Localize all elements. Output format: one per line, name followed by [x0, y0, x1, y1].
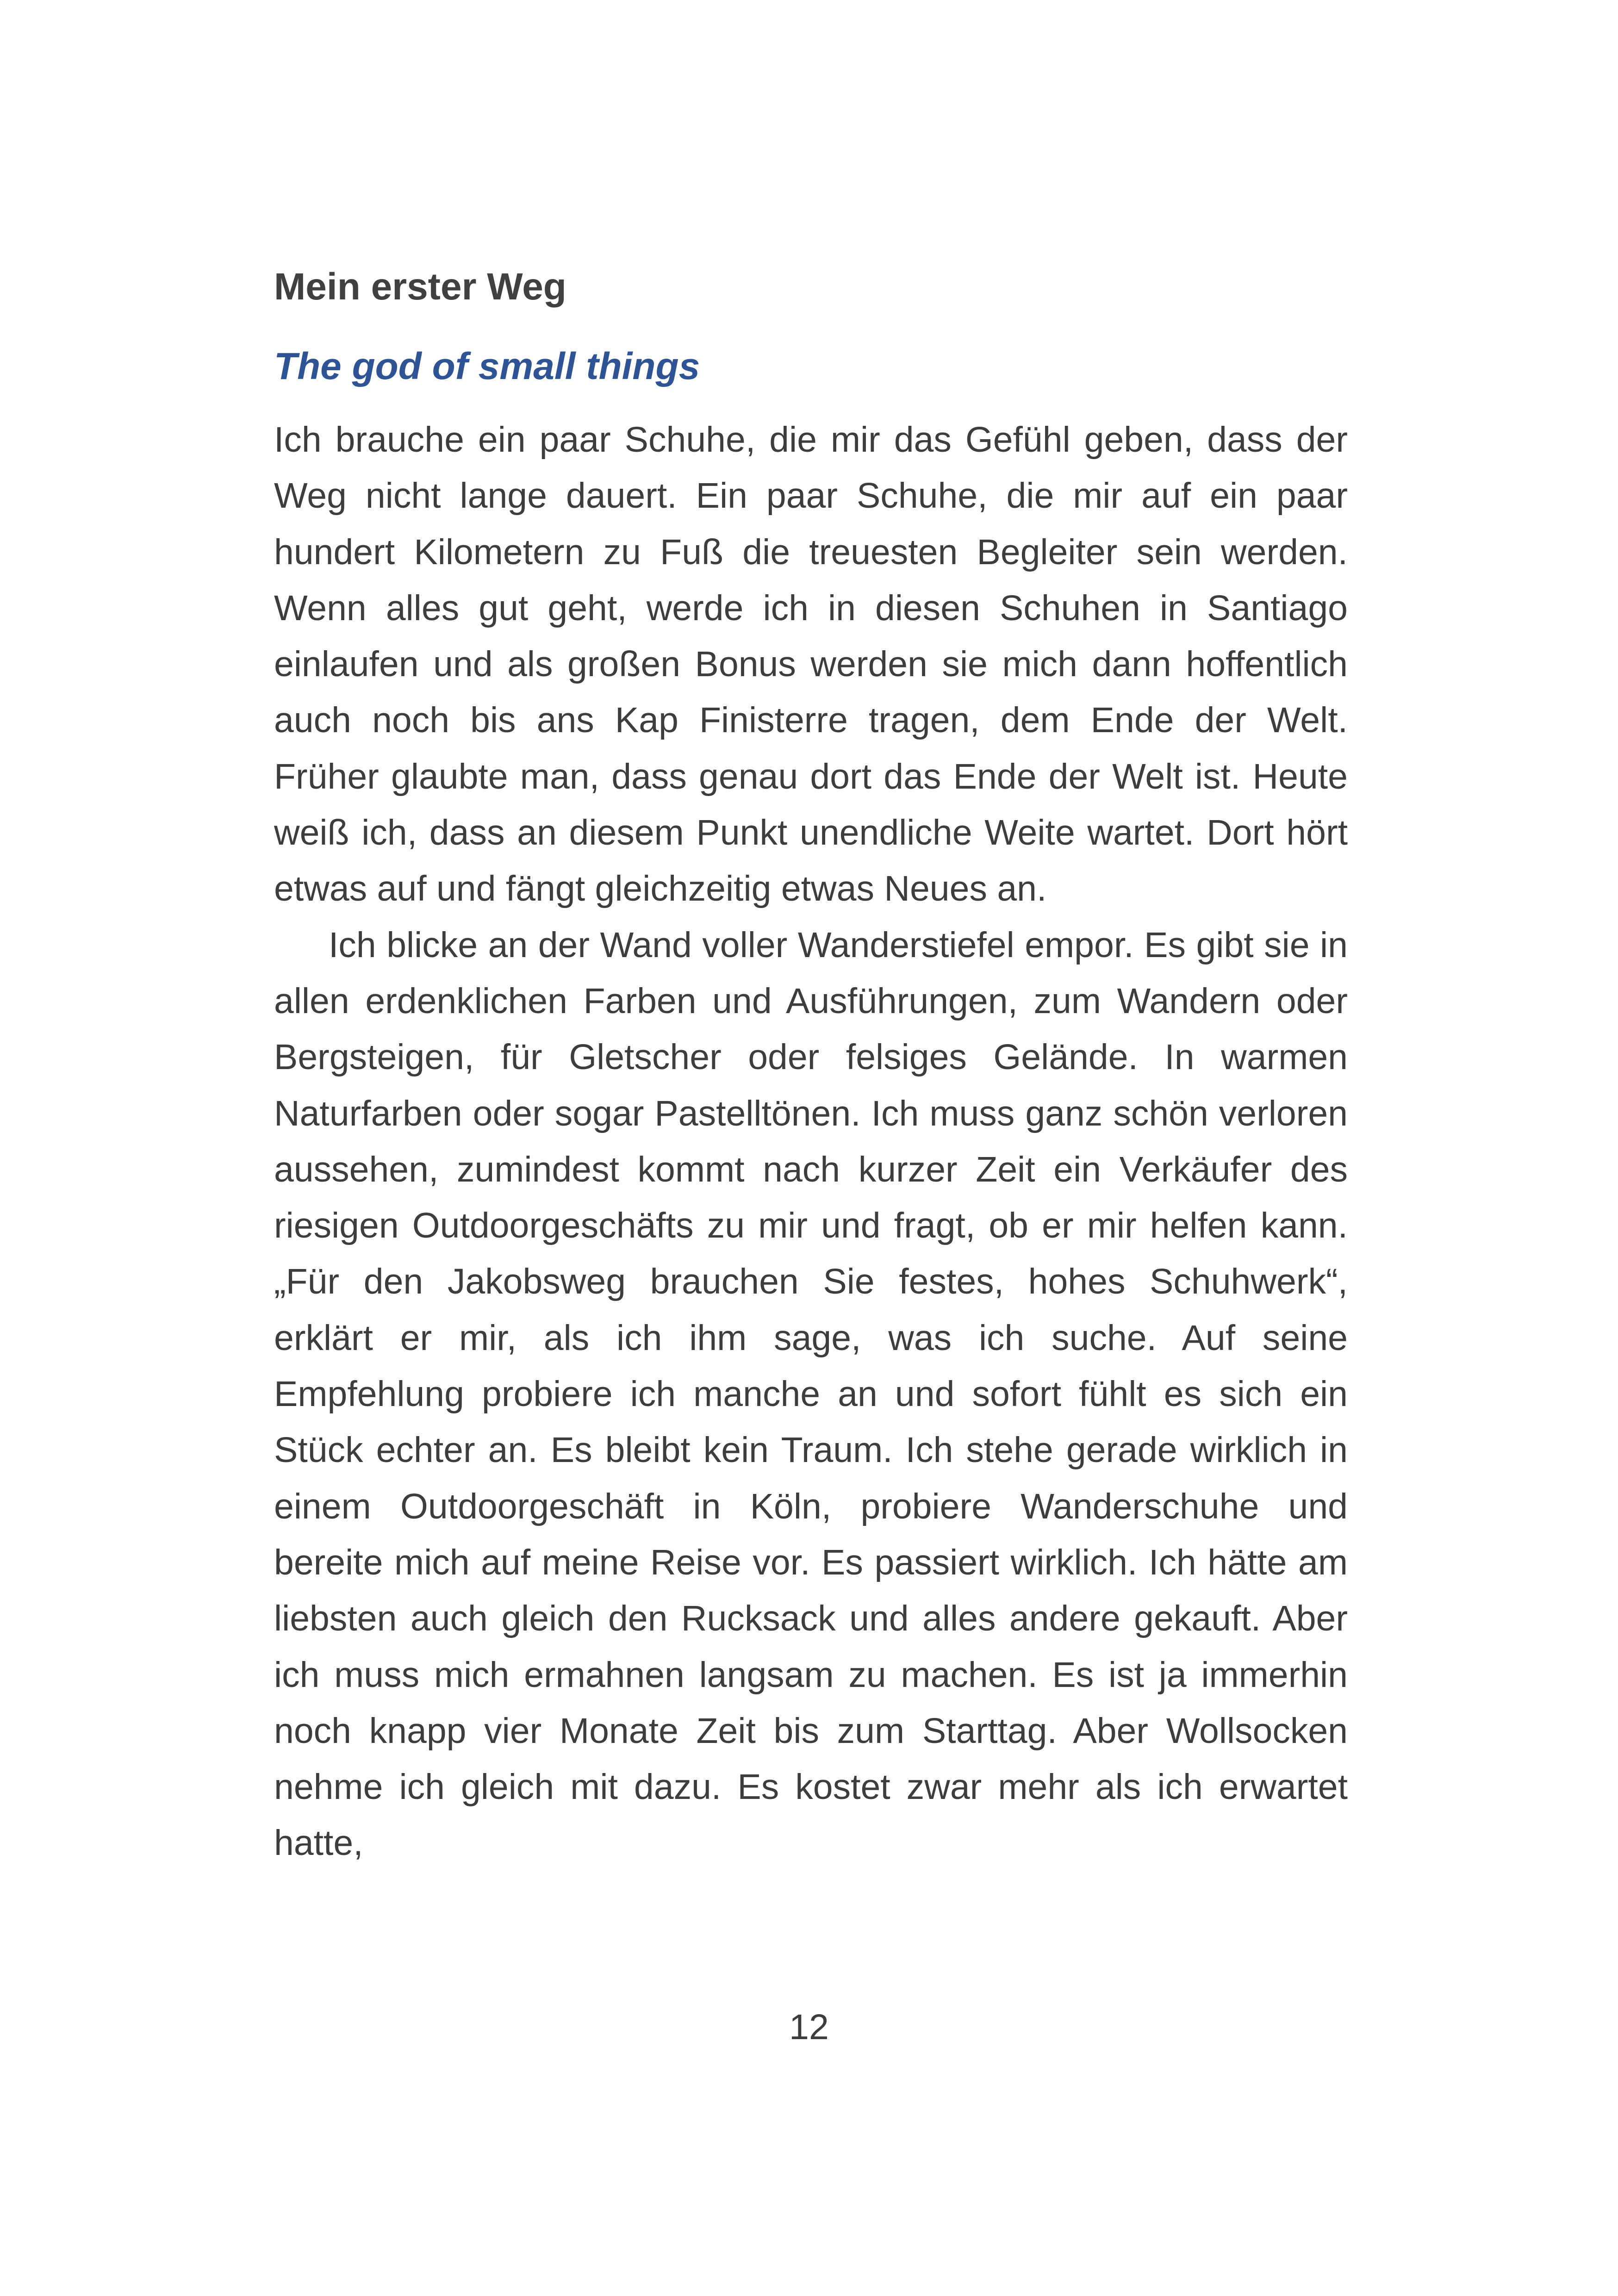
- page-number: 12: [789, 2007, 829, 2047]
- chapter-title: Mein erster Weg: [274, 266, 566, 308]
- paragraph-1: Ich brauche ein paar Schuhe, die mir das Gefühl geben, dass der Weg nicht lange dauert. Ein paar Schuhe, die mir auf ein paar hundert Kilometern zu Fuß die treuesten Begleiter sein werden. Wenn alles gut geht, werde ich in diesen Schuhen in Santiago einlaufen und als großen Bonus werden sie mich dann hoffentlich auch noch bis ans Kap Finisterre tragen, dem Ende der Welt. Früher glaubte man, dass genau dort das Ende der Welt ist. Heute weiß ich, dass an diesem Punkt unendliche Weite wartet. Dort hört etwas auf und fängt gleichzeitig etwas Neues an.: [274, 420, 1348, 909]
- chapter-subtitle: The god of small things: [274, 345, 700, 387]
- body-text: [274, 412, 1348, 1872]
- page-content: [274, 259, 1348, 1872]
- paragraph-2: Ich blicke an der Wand voller Wanderstiefel empor. Es gibt sie in allen erdenklichen Farben und Ausführungen, zum Wandern oder Bergsteigen, für Gletscher oder felsiges Gelände. In warmen Naturfarben oder sogar Pastelltönen. Ich muss ganz schön verloren aussehen, zumindest kommt nach kurzer Zeit ein Verkäufer des riesigen Outdoorgeschäfts zu mir und fragt, ob er mir helfen kann. „Für den Jakobsweg brauchen Sie festes, hohes Schuhwerk“, erklärt er mir, als ich ihm sage, was ich suche. Auf seine Empfehlung probiere ich manche an und sofort fühlt es sich ein Stück echter an. Es bleibt kein Traum. Ich stehe gerade wirklich in einem Outdoorgeschäft in Köln, probiere Wanderschuhe und bereite mich auf meine Reise vor. Es passiert wirklich. Ich hätte am liebsten auch gleich den Rucksack und alles andere gekauft. Aber ich muss mich ermahnen langsam zu machen. Es ist ja immerhin noch knapp vier Monate Zeit bis zum Starttag. Aber Wollsocken nehme ich gleich mit dazu. Es kostet zwar mehr als ich erwartet hatte,: [274, 925, 1348, 1863]
